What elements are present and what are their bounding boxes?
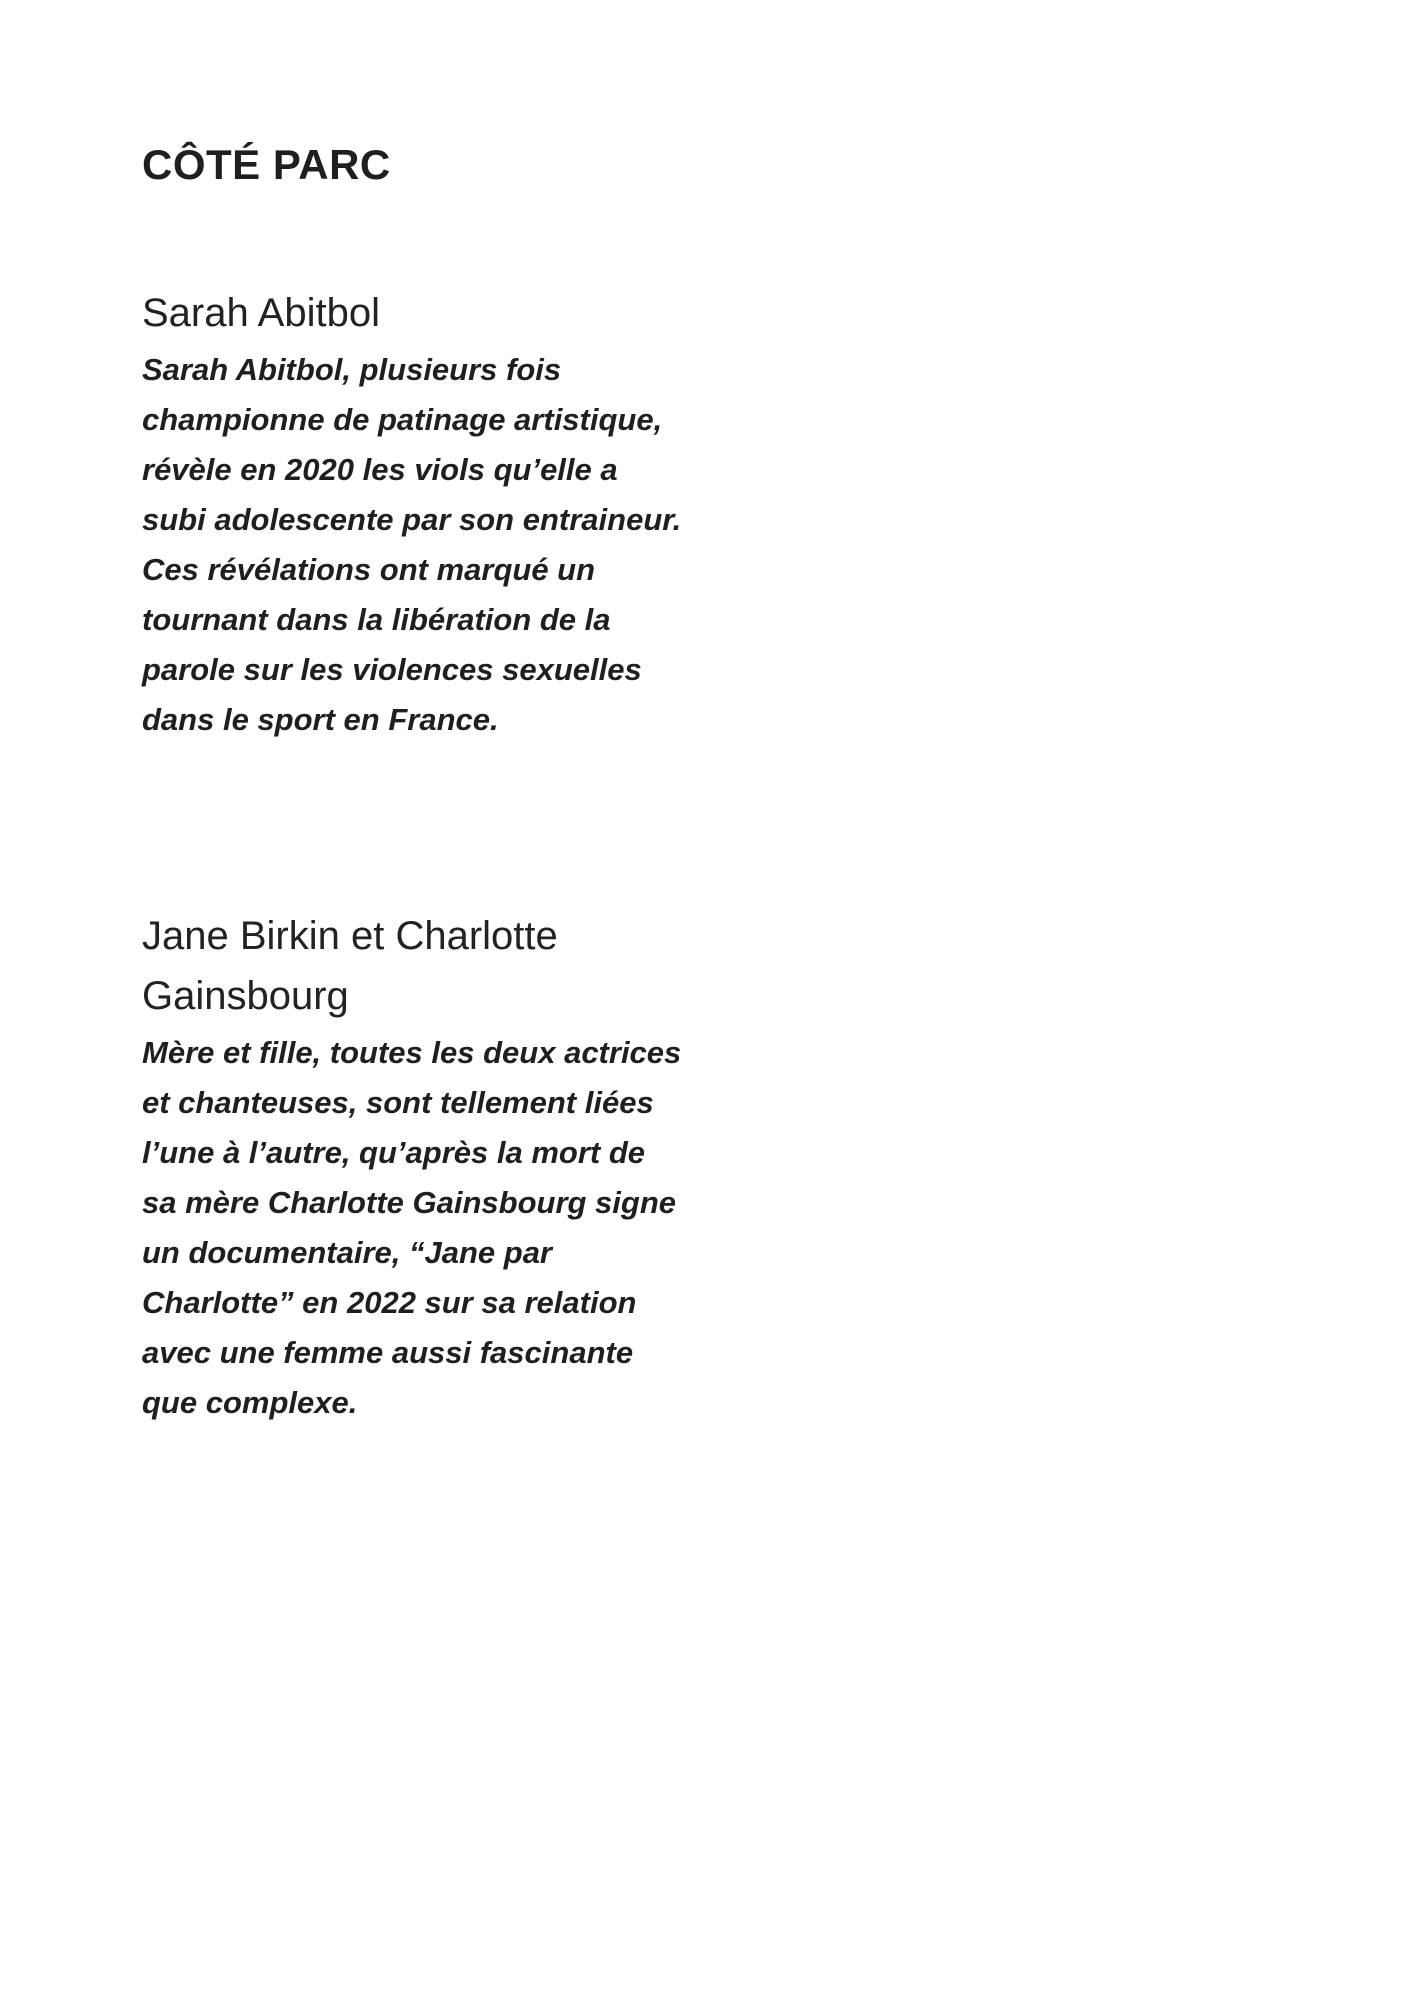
- entry-description: Mère et fille, toutes les deux actrices et chanteuses, sont tellement liées l’une à l’autre, qu’après la mort de sa mère Charlotte Gainsbourg signe un documentaire, “Jane par Charlotte” en 2022 sur sa relation avec une femme aussi fascinante que complexe.: [142, 1035, 682, 1420]
- entry-name: Jane Birkin et Charlotte Gainsbourg: [142, 914, 558, 1018]
- entry-sarah-abitbol: [142, 283, 682, 745]
- section-title: CÔTÉ PARC: [142, 141, 391, 188]
- entry-description: Sarah Abitbol, plusieurs fois championne de patinage artistique, révèle en 2020 les viols qu’elle a subi adolescente par son entraineur. Ces révélations ont marqué un tournant dans la libération de la parole sur les violences sexuelles dans le sport en France.: [142, 352, 682, 737]
- entry-jane-birkin-charlotte-gainsbourg: [142, 906, 682, 1428]
- entry-name: Sarah Abitbol: [142, 291, 380, 335]
